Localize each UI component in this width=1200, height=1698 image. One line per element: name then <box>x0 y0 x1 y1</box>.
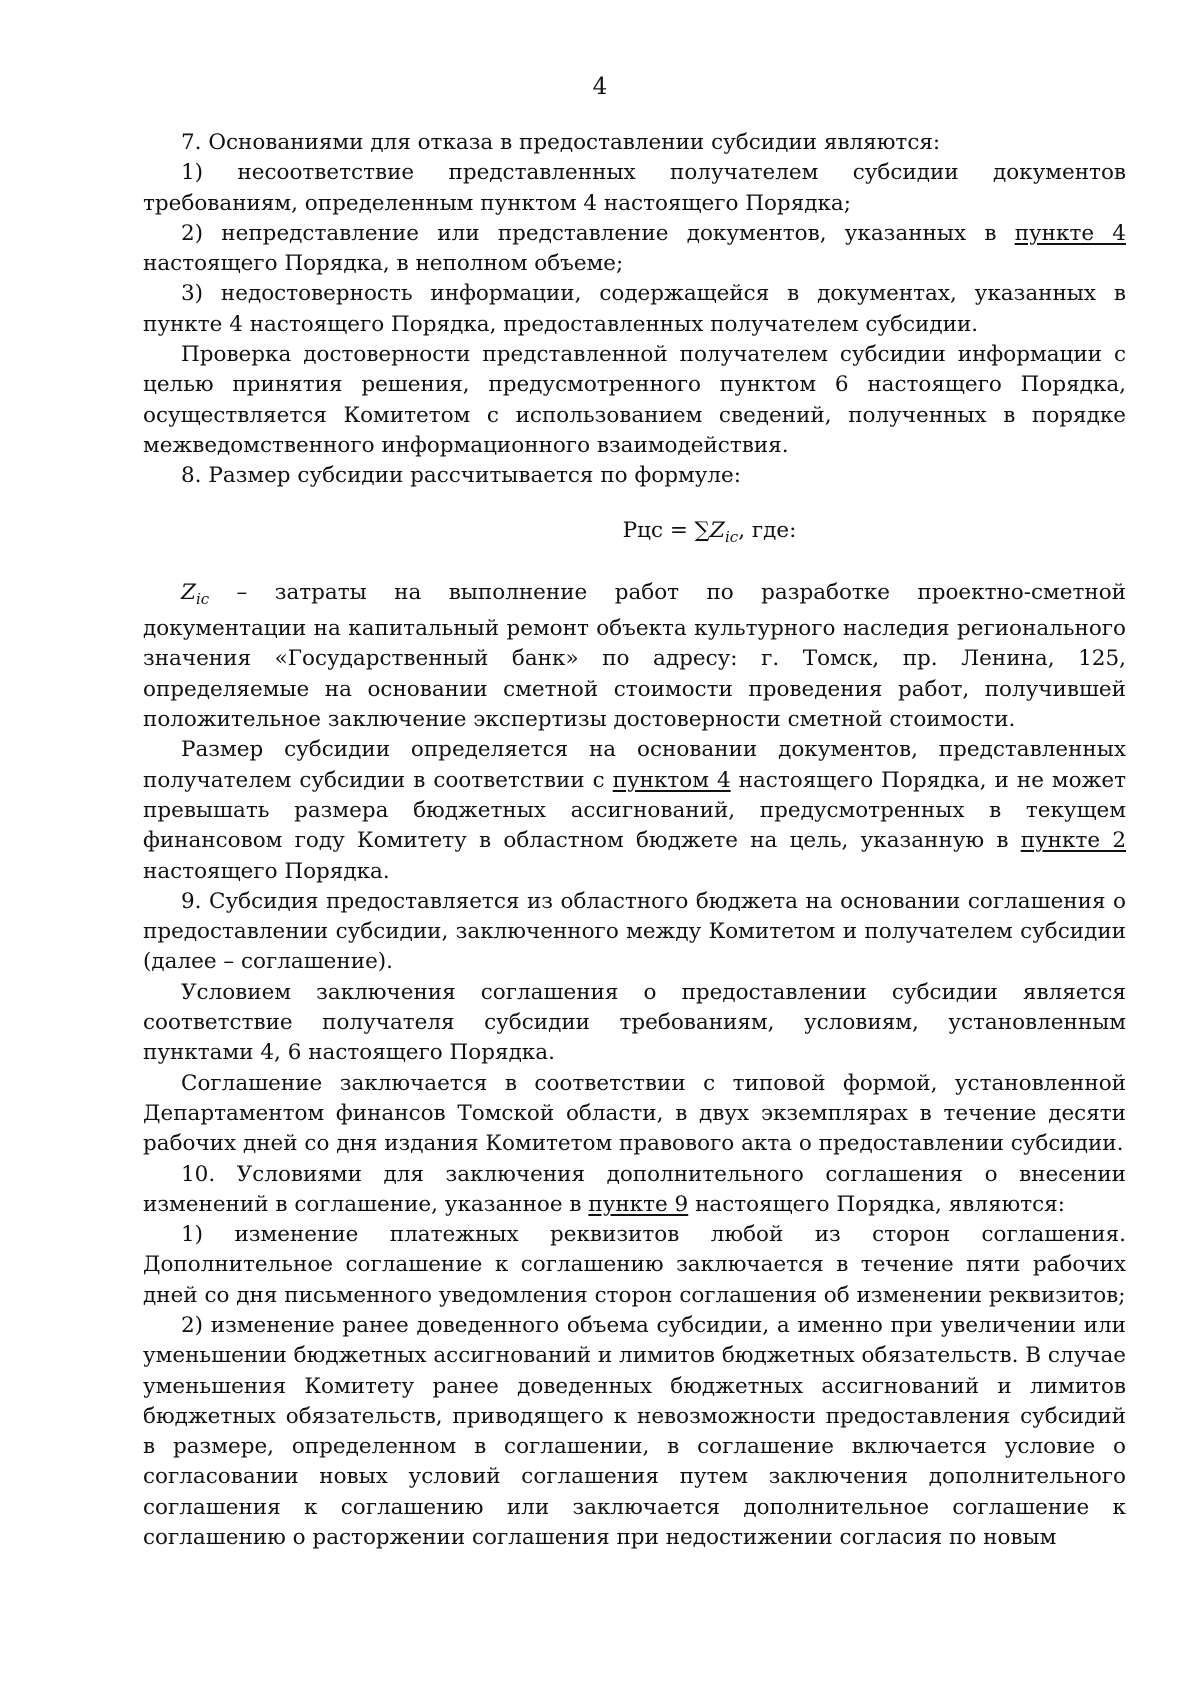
clause-7-verification: Проверка достоверности представленной получателем субсидии информации с целью принятия решения, предусмотренного пунктом 6 настоящего Порядка, осуществляется Комитетом с использованием сведений, полученных в порядке межведомственного информационного взаимодействия. <box>143 342 1126 458</box>
clause-9-agreement: Соглашение заключается в соответствии с типовой формой, установленной Департаментом финансов Томской области, в двух экземплярах в течение десяти рабочих дней со дня издания Комитетом правового акта о предоставлении субсидии. <box>143 1070 1126 1157</box>
subsidy-formula <box>143 516 1126 552</box>
clause-9-condition: Условием заключения соглашения о предоставлении субсидии является соответствие получателя субсидии требованиям, условиям, установленным пунктами 4, 6 настоящего Порядка. <box>143 979 1126 1066</box>
formula-definition <box>143 578 1126 735</box>
clause-10-item-1: 1) изменение платежных реквизитов любой из сторон соглашения. Дополнительное соглашение к соглашению заключается в течение пяти рабочих дней со дня письменного уведомления сторон соглашения об изменении реквизитов; <box>143 1222 1126 1308</box>
link-clause-4[interactable]: пункте 4 <box>1014 220 1126 246</box>
clause-9-heading: 9. Субсидия предоставляется из областного бюджета на основании соглашения о предоставлении субсидии, заключенного между Комитетом и получателем субсидии (далее – соглашение). <box>143 888 1126 975</box>
clause-8-heading: 8. Размер субсидии рассчитывается по формуле: <box>181 463 741 489</box>
clause-7-item-1: 1) несоответствие представленных получателем субсидии документов требованиям, определенным пунктом 4 настоящего Порядка; <box>143 160 1126 216</box>
definition-variable: Z <box>181 579 196 605</box>
clause-10-heading-text-a: 10. Условиями для заключения дополнительного соглашения о внесении изменений в соглашение, указанное в <box>143 1161 1126 1217</box>
link-clause-9[interactable]: пункте 9 <box>588 1191 689 1217</box>
clause-7-item-2-text-b: настоящего Порядка, в неполном объеме; <box>143 251 624 277</box>
clause-8-size-text-b: настоящего Порядка, и не может превышать размера бюджетных ассигнований, предусмотренных в текущем финансовом году Комитету в областном бюджете на цель, указанную в <box>143 767 1126 854</box>
formula-left: Рцс = ∑ <box>622 517 711 543</box>
definition-text: – затраты на выполнение работ по разработке проектно-сметной документации на капитальный ремонт объекта культурного наследия регионального значения «Государственный банк» по адресу: г. Томск, пр. Ленина, 125, определяемые на основании сметной стоимости проведения работ, получившей положительное заключение экспертизы достоверности сметной стоимости. <box>143 579 1126 733</box>
clause-7-item-2-text-a: 2) непредставление или представление документов, указанных в <box>181 220 1015 246</box>
link-clause-2[interactable]: пункте 2 <box>1020 828 1126 854</box>
formula-variable: Z <box>710 517 725 543</box>
clause-7-item-2 <box>143 219 1126 280</box>
formula-subscript: ic <box>724 527 739 546</box>
clause-8-size-text-a: Размер субсидии определяется на основании документов, представленных получателем субсидии в соответствии с <box>143 737 1126 793</box>
clause-7-item-3: 3) недостоверность информации, содержащейся в документах, указанных в пункте 4 настоящего Порядка, предоставленных получателем субсидии. <box>143 281 1126 337</box>
clause-10-heading-text-b: настоящего Порядка, являются: <box>688 1191 1065 1217</box>
document-body <box>143 128 1126 1553</box>
link-clause-4-b[interactable]: пунктом 4 <box>612 767 731 793</box>
clause-10-heading <box>143 1160 1126 1221</box>
clause-8-size-text-c: настоящего Порядка. <box>143 858 390 884</box>
clause-10-item-2: 2) изменение ранее доведенного объема субсидии, а именно при увеличении или уменьшении бюджетных ассигнований и лимитов бюджетных обязательств. В случае уменьшения Комитету ранее доведенных бюджетных ассигнований и лимитов бюджетных обязательств, приводящего к невозможности предоставления субсидий в размере, определенном в соглашении, в соглашение включается условие о согласовании новых условий соглашения путем заключения дополнительного соглашения к соглашению или заключается дополнительное соглашение к соглашению о расторжении соглашения при недостижении согласия по новым <box>143 1312 1126 1551</box>
clause-7-heading: 7. Основаниями для отказа в предоставлении субсидии являются: <box>181 130 941 155</box>
definition-subscript: ic <box>195 589 210 608</box>
formula-right: , где: <box>738 517 797 543</box>
clause-8-size <box>143 735 1126 886</box>
page-number: 4 <box>592 74 608 100</box>
